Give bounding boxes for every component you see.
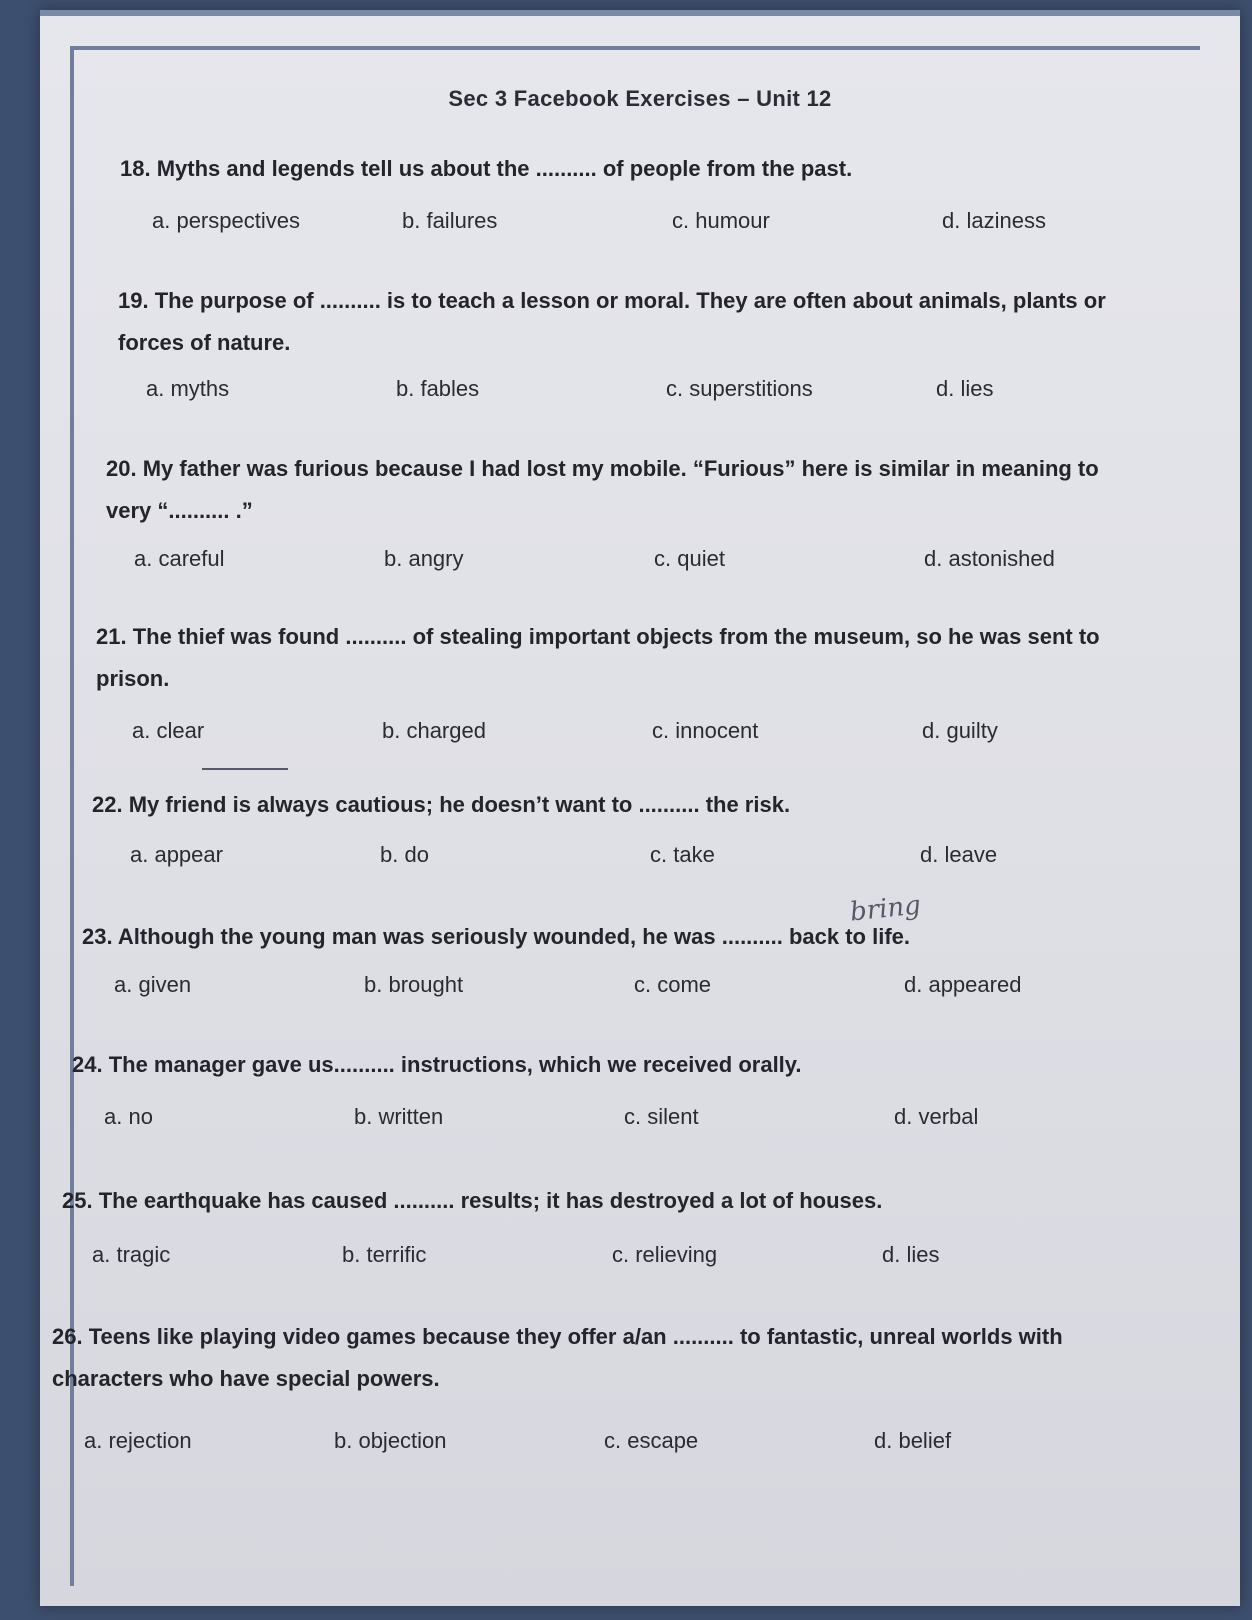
- question-20-options: [134, 546, 1184, 580]
- page-title: Sec 3 Facebook Exercises – Unit 12: [448, 86, 832, 111]
- question-text: 24. The manager gave us.......... instructions, which we received orally.: [72, 1052, 802, 1077]
- frame-border-top: [70, 46, 1200, 50]
- option-d: d. guilty: [922, 718, 998, 743]
- option-c: c. relieving: [612, 1242, 718, 1267]
- option-c: c. humour: [672, 208, 770, 233]
- option-a: a. perspectives: [152, 208, 300, 233]
- option-d: d. verbal: [894, 1104, 979, 1129]
- question-18: [120, 148, 1240, 190]
- option-b: b. charged: [382, 718, 486, 743]
- option-c: c. quiet: [654, 546, 725, 571]
- option-b: b. failures: [402, 208, 498, 233]
- option-d: d. leave: [920, 842, 998, 867]
- option-a: a. tragic: [92, 1242, 171, 1267]
- option-c: c. escape: [604, 1428, 699, 1453]
- option-a: a. myths: [146, 376, 230, 401]
- question-text-continued: prison.: [96, 666, 170, 691]
- question-text: 18. Myths and legends tell us about the .......... of people from the past.: [120, 156, 853, 181]
- option-d: d. appeared: [904, 972, 1022, 997]
- question-text-continued: forces of nature.: [118, 330, 291, 355]
- option-c: c. innocent: [652, 718, 759, 743]
- question-25-options: [92, 1242, 1142, 1276]
- question-text: 25. The earthquake has caused .......... results; it has destroyed a lot of houses.: [62, 1188, 883, 1213]
- option-a: a. rejection: [84, 1428, 192, 1453]
- question-23-options: [114, 972, 1164, 1006]
- option-b: b. angry: [384, 546, 464, 571]
- option-d: d. lies: [882, 1242, 940, 1267]
- option-b: b. terrific: [342, 1242, 427, 1267]
- option-d: d. astonished: [924, 546, 1055, 571]
- option-a: a. appear: [130, 842, 223, 867]
- question-text: 22. My friend is always cautious; he doesn’t want to .......... the risk.: [92, 792, 791, 817]
- question-21-options: [132, 718, 1182, 752]
- question-22-options: [130, 842, 1180, 876]
- question-26: [52, 1316, 1202, 1400]
- question-text: 21. The thief was found .......... of stealing important objects from the museum, so he was sent to: [96, 624, 1100, 649]
- question-20: [106, 448, 1226, 532]
- question-text-continued: characters who have special powers.: [52, 1366, 440, 1391]
- option-a: a. clear: [132, 718, 205, 743]
- pen-underline-mark: [202, 768, 288, 770]
- question-23: [82, 916, 1202, 958]
- question-19-options: [146, 376, 1196, 410]
- question-text: 23. Although the young man was seriously wounded, he was .......... back to life.: [82, 924, 910, 949]
- option-b: b. do: [380, 842, 429, 867]
- question-19: [118, 280, 1238, 364]
- option-c: c. take: [650, 842, 715, 867]
- option-a: a. no: [104, 1104, 153, 1129]
- question-22: [92, 784, 1212, 826]
- option-d: d. lies: [936, 376, 994, 401]
- worksheet-page: [40, 10, 1240, 1606]
- handwritten-answer: bring: [848, 890, 923, 928]
- question-text: 19. The purpose of .......... is to teach a lesson or moral. They are often about animals, plants or: [118, 288, 1106, 313]
- question-text: 20. My father was furious because I had lost my mobile. “Furious” here is similar in meaning to: [106, 456, 1099, 481]
- question-25: [62, 1180, 1182, 1222]
- question-21: [96, 616, 1216, 700]
- option-c: c. come: [634, 972, 712, 997]
- option-b: b. fables: [396, 376, 480, 401]
- option-c: c. silent: [624, 1104, 699, 1129]
- option-b: b. brought: [364, 972, 464, 997]
- option-b: b. objection: [334, 1428, 447, 1453]
- question-24-options: [104, 1104, 1154, 1138]
- question-24: [72, 1044, 1192, 1086]
- option-d: d. belief: [874, 1428, 952, 1453]
- question-text-continued: very “.......... .”: [106, 498, 253, 523]
- option-a: a. given: [114, 972, 192, 997]
- option-b: b. written: [354, 1104, 444, 1129]
- option-c: c. superstitions: [666, 376, 813, 401]
- option-a: a. careful: [134, 546, 225, 571]
- question-text: 26. Teens like playing video games because they offer a/an .......... to fantastic, unreal worlds with: [52, 1324, 1063, 1349]
- question-26-options: [84, 1428, 1134, 1462]
- option-d: d. laziness: [942, 208, 1046, 233]
- question-18-options: [152, 208, 1202, 242]
